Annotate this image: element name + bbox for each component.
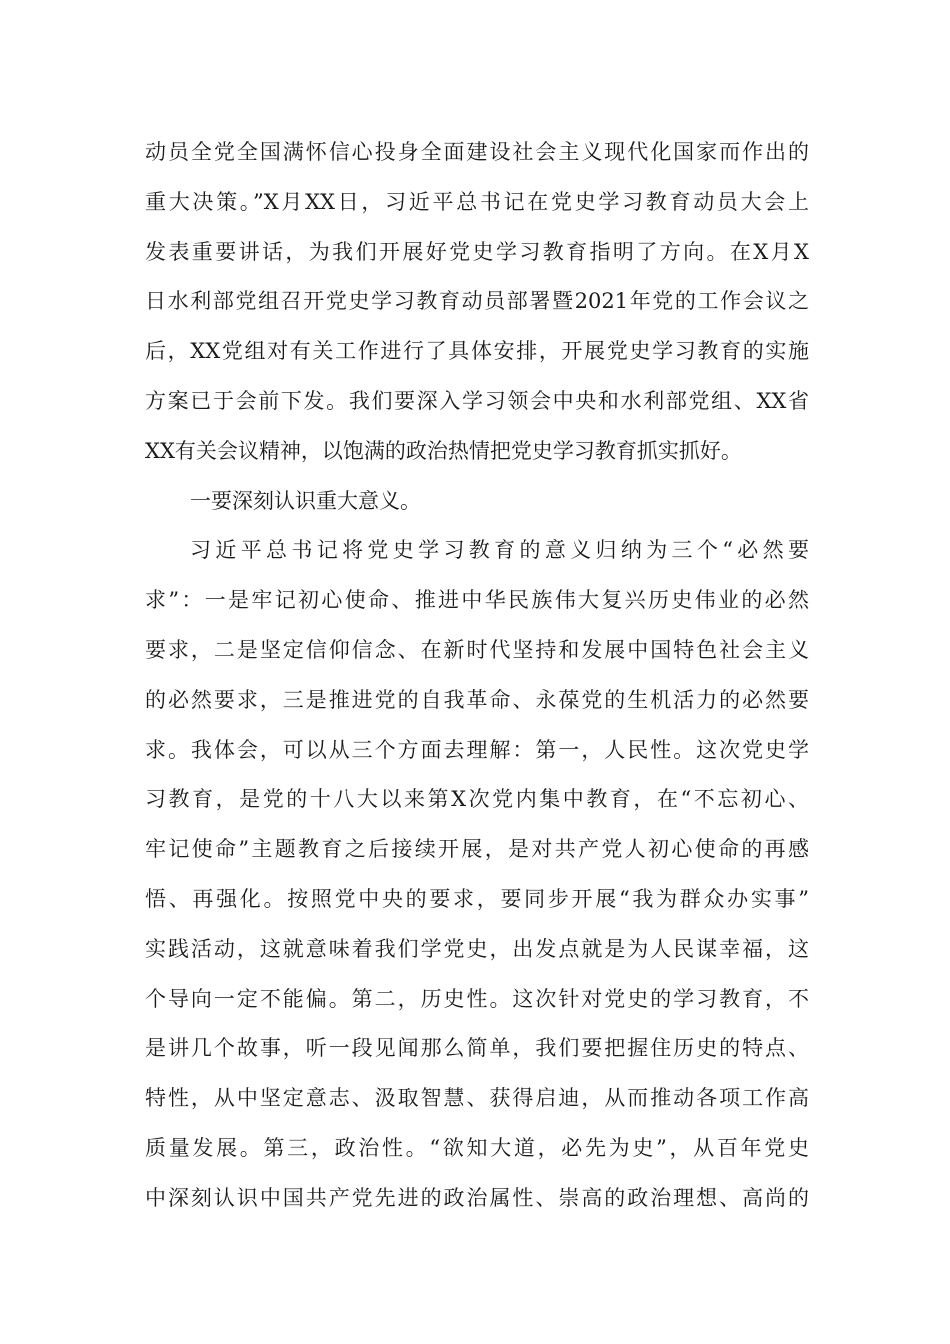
text-line: 习近平总书记将党史学习教育的意义归纳为三个“必然要 [190,538,809,563]
heading-text: 一要深刻认识重大意义。 [190,488,421,513]
document-body [145,128,809,1224]
text-line: 实践活动，这就意味着我们学党史，出发点就是为人民谋幸福，这 [145,936,809,961]
paragraph-significance [145,526,809,1223]
text-line: 是讲几个故事，听一段见闻那么简单，我们要把握住历史的特点、 [145,1036,809,1061]
text-line: 特性，从中坚定意志、汲取智慧、获得启迪，从而推动各项工作高 [145,1086,809,1111]
paragraph-intro [145,128,809,477]
text-line: 的必然要求，三是推进党的自我革命、永葆党的生机活力的必然要 [145,687,809,712]
text-line: 重大决策。”X月XX日，习近平总书记在党史学习教育动员大会上 [145,189,809,214]
text-line: 发表重要讲话，为我们开展好党史学习教育指明了方向。在X月X [145,239,809,264]
text-line: 质量发展。第三，政治性。“欲知大道，必先为史”，从百年党史 [145,1135,809,1160]
text-line: 悟、再强化。按照党中央的要求，要同步开展“我为群众办实事” [145,886,809,911]
text-line: 习教育，是党的十八大以来第X次党内集中教育，在“不忘初心、 [145,787,809,812]
text-line: 动员全党全国满怀信心投身全面建设社会主义现代化国家而作出的 [145,140,809,164]
text-line: 求。我体会，可以从三个方面去理解：第一，人民性。这次党史学 [145,737,809,762]
text-line: 日水利部党组召开党史学习教育动员部署暨2021年党的工作会议之 [145,289,809,314]
text-line: 方案已于会前下发。我们要深入学习领会中央和水利部党组、XX省 [145,388,809,413]
text-line: 牢记使命”主题教育之后接续开展，是对共产党人初心使命的再感 [145,837,809,862]
text-line: 要求，二是坚定信仰信念、在新时代坚持和发展中国特色社会主义 [145,637,809,662]
text-line: 求”：一是牢记初心使命、推进中华民族伟大复兴历史伟业的必然 [145,588,809,613]
text-line: XX有关会议精神，以饱满的政治热情把党史学习教育抓实抓好。 [145,438,742,463]
text-line: 个导向一定不能偏。第二，历史性。这次针对党史的学习教育，不 [145,986,809,1011]
text-line: 中深刻认识中国共产党先进的政治属性、崇高的政治理想、高尚的 [145,1185,809,1210]
section-heading [145,477,809,527]
text-line: 后，XX党组对有关工作进行了具体安排，开展党史学习教育的实施 [145,339,809,364]
